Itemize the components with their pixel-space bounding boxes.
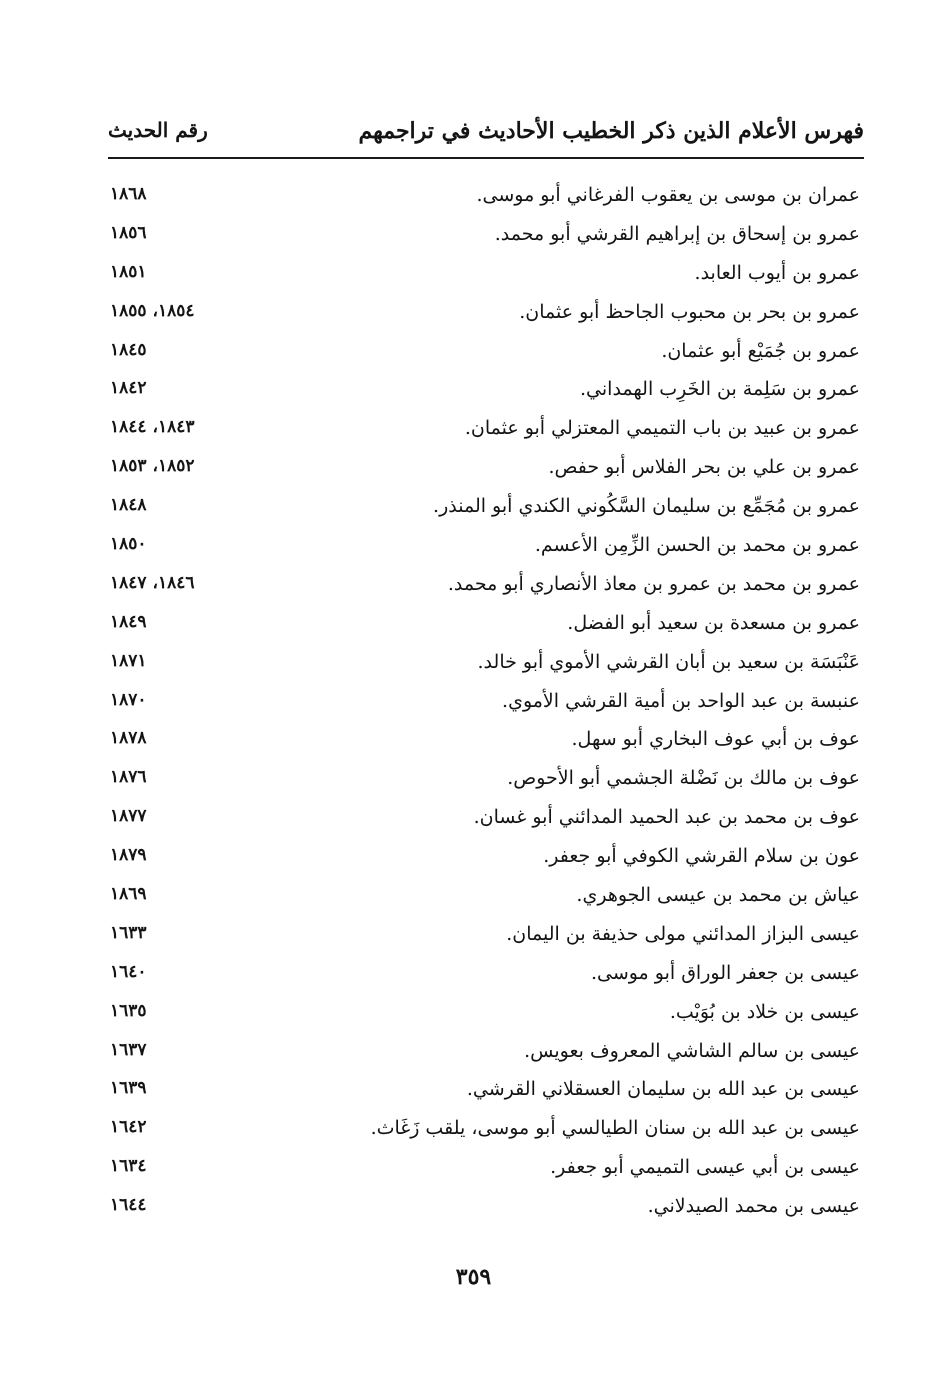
index-entry bbox=[108, 724, 860, 763]
entry-hadith-number: ١٦٣٣ bbox=[110, 922, 147, 943]
index-entry bbox=[108, 647, 860, 686]
entry-hadith-number: ١٦٣٥ bbox=[110, 1000, 147, 1021]
entry-hadith-number: ١٨٤٢ bbox=[110, 378, 147, 399]
entry-name: عيسى بن أبي عيسى التميمي أبو جعفر. bbox=[550, 1156, 860, 1179]
index-entry bbox=[108, 336, 860, 375]
entry-name: عنبسة بن عبد الواحد بن أمية القرشي الأموي. bbox=[502, 689, 860, 712]
index-entry bbox=[108, 1152, 860, 1191]
entry-hadith-number: ١٨٧٨ bbox=[110, 728, 147, 749]
entry-name: عمران بن موسى بن يعقوب الفرغاني أبو موسى. bbox=[476, 184, 860, 206]
index-entry bbox=[108, 530, 860, 569]
entry-hadith-number: ١٨٤٣، ١٨٤٤ bbox=[110, 417, 195, 438]
entry-name: عمرو بن جُمَيْع أبو عثمان. bbox=[661, 339, 860, 362]
entry-name: عمرو بن مُجَمِّع بن سليمان السَّكُوني الكندي أبو المنذر. bbox=[433, 495, 860, 518]
entry-name: عيسى بن جعفر الوراق أبو موسى. bbox=[590, 961, 860, 984]
page-number: ٣٥٩ bbox=[455, 1264, 492, 1290]
index-entry bbox=[108, 452, 860, 491]
entry-hadith-number: ١٨٧٠ bbox=[110, 689, 147, 710]
entry-hadith-number: ١٦٤٠ bbox=[110, 961, 147, 982]
entry-name: عمرو بن محمد بن عمرو بن معاذ الأنصاري أبو محمد. bbox=[447, 572, 860, 595]
entry-name: عون بن سلام القرشي الكوفي أبو جعفر. bbox=[543, 845, 860, 868]
entry-name: عوف بن مالك بن نَضْلة الجشمي أبو الأحوص. bbox=[507, 767, 860, 790]
entry-name: عيسى بن سالم الشاشي المعروف بعويس. bbox=[524, 1039, 860, 1062]
index-entry bbox=[108, 413, 860, 452]
entry-name: عوف بن محمد بن عبد الحميد المدائني أبو غسان. bbox=[473, 806, 860, 829]
entry-hadith-number: ١٨٥٠ bbox=[110, 534, 147, 555]
entry-name: عيسى بن عبد الله بن سليمان العسقلاني القرشي. bbox=[466, 1078, 860, 1101]
entry-name: عوف بن أبي عوف البخاري أبو سهل. bbox=[571, 728, 860, 751]
entry-hadith-number: ١٨٤٩ bbox=[110, 611, 147, 632]
index-entry bbox=[108, 997, 860, 1036]
index-entry bbox=[108, 258, 860, 297]
index-entry bbox=[108, 1113, 860, 1152]
entry-hadith-number: ١٨٤٦، ١٨٤٧ bbox=[110, 572, 195, 593]
index-entry bbox=[108, 802, 860, 841]
index-entry bbox=[108, 180, 860, 219]
entry-hadith-number: ١٦٤٤ bbox=[110, 1195, 147, 1216]
page-header bbox=[108, 112, 864, 152]
index-entry bbox=[108, 686, 860, 725]
entry-hadith-number: ١٨٦٨ bbox=[110, 184, 147, 204]
entry-hadith-number: ١٨٦٩ bbox=[110, 884, 147, 905]
entry-hadith-number: ١٨٥١ bbox=[110, 261, 147, 282]
entry-name: عمرو بن بحر بن محبوب الجاحظ أبو عثمان. bbox=[519, 300, 860, 323]
entry-name: عمرو بن مسعدة بن سعيد أبو الفضل. bbox=[567, 611, 860, 634]
entry-hadith-number: ١٨٧١ bbox=[110, 650, 147, 671]
entry-hadith-number: ١٨٤٨ bbox=[110, 495, 147, 516]
entry-hadith-number: ١٦٤٢ bbox=[110, 1117, 147, 1138]
entry-name: عمرو بن محمد بن الحسن الزِّمِن الأعسم. bbox=[534, 534, 860, 557]
index-entry bbox=[108, 297, 860, 336]
index-entry bbox=[108, 374, 860, 413]
entry-hadith-number: ١٨٥٦ bbox=[110, 222, 147, 243]
entry-name: عمرو بن علي بن بحر الفلاس أبو حفص. bbox=[548, 456, 860, 479]
index-entry bbox=[108, 569, 860, 608]
index-entry bbox=[108, 919, 860, 958]
entry-name: عمرو بن سَلِمة بن الخَرِب الهمداني. bbox=[580, 378, 860, 401]
header-rule bbox=[108, 157, 864, 159]
entry-name: عمرو بن إسحاق بن إبراهيم القرشي أبو محمد. bbox=[494, 222, 860, 245]
entry-name: عياش بن محمد بن عيسى الجوهري. bbox=[576, 884, 860, 907]
index-entry bbox=[108, 958, 860, 997]
entry-name: عيسى بن محمد الصيدلاني. bbox=[647, 1195, 860, 1218]
entry-name: عَنْبَسَة بن سعيد بن أبان القرشي الأموي أبو خالد. bbox=[477, 650, 860, 673]
entry-hadith-number: ١٨٤٥ bbox=[110, 339, 147, 360]
entry-hadith-number: ١٦٣٩ bbox=[110, 1078, 147, 1099]
entry-hadith-number: ١٨٧٩ bbox=[110, 845, 147, 866]
entry-hadith-number: ١٦٣٧ bbox=[110, 1039, 147, 1060]
entry-hadith-number: ١٨٥٢، ١٨٥٣ bbox=[110, 456, 195, 477]
entry-hadith-number: ١٦٣٤ bbox=[110, 1156, 147, 1177]
index-entry bbox=[108, 608, 860, 647]
entry-hadith-number: ١٨٧٧ bbox=[110, 806, 147, 827]
entry-name: عمرو بن عبيد بن باب التميمي المعتزلي أبو عثمان. bbox=[464, 417, 860, 440]
entry-hadith-number: ١٨٧٦ bbox=[110, 767, 147, 788]
index-entry bbox=[108, 841, 860, 880]
index-entry bbox=[108, 491, 860, 530]
index-entry bbox=[108, 880, 860, 919]
entry-hadith-number: ١٨٥٤، ١٨٥٥ bbox=[110, 300, 195, 321]
entry-name: عيسى بن خلاد بن بُوَيْب. bbox=[669, 1000, 860, 1023]
entry-list bbox=[108, 180, 860, 1230]
header-title: فهرس الأعلام الذين ذكر الخطيب الأحاديث في تراجمهم bbox=[358, 118, 864, 144]
index-entry bbox=[108, 219, 860, 258]
index-entry bbox=[108, 1191, 860, 1230]
index-entry bbox=[108, 763, 860, 802]
entry-name: عيسى البزاز المدائني مولى حذيفة بن اليمان. bbox=[506, 922, 860, 945]
entry-name: عيسى بن عبد الله بن سنان الطيالسي أبو موسى، يلقب زَغَاث. bbox=[370, 1117, 860, 1140]
header-column-label: رقم الحديث bbox=[108, 118, 208, 142]
entry-name: عمرو بن أيوب العابد. bbox=[694, 261, 860, 284]
index-entry bbox=[108, 1036, 860, 1075]
index-entry bbox=[108, 1074, 860, 1113]
